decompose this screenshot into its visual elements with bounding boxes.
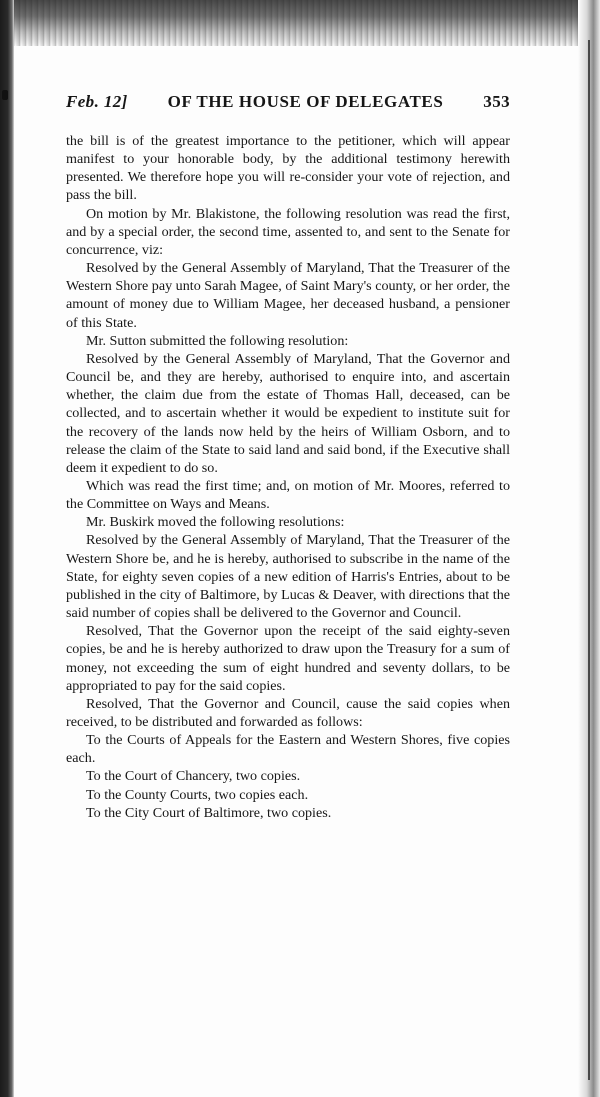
paragraph-sutton-submitted: Mr. Sutton submitted the following resolution: xyxy=(86,332,349,349)
paragraph-hall-resolution: Resolved by the General Assembly of Maryland, That the Governor and Council be, and they are hereby, authorised to enquire into, and ascertain whether, the claim due from the estate of Thomas Hall, deceased, can be collected, and to ascertain whether it would be expedient to institute suit for the recovery of the lands now held by the heirs of William Osborn, and to release the claim of the State to said land and said bond, if the Executive shall deem it expedient to do so. xyxy=(66,350,510,476)
paragraph-distribution-resolution: Resolved, That the Governor and Council, cause the said copies when received, to be distributed and forwarded as follows: xyxy=(66,695,510,730)
list-item-court-of-chancery: To the Court of Chancery, two copies. xyxy=(86,768,301,785)
paragraph-petition-continuation: the bill is of the greatest importance to the petitioner, which will appear manifest to your honorable body, by the additional testimony herewith presented. We therefore hope you will re-consider your vote of rejection, and pass the bill. xyxy=(66,133,510,204)
page-number: 353 xyxy=(483,92,510,111)
paragraph-governor-draw-resolution: Resolved, That the Governor upon the receipt of the said eighty-seven copies, be and he is hereby authorized to draw upon the Treasury for a sum of money, not exceeding the sum of eight hundred and seventy dollars, to be appropriated to pay for the said copies. xyxy=(66,623,510,694)
list-item-city-court-baltimore: To the City Court of Baltimore, two copies. xyxy=(86,804,332,821)
running-head-date: Feb. 12] xyxy=(66,92,128,111)
margin-mark xyxy=(2,90,8,100)
list-item-county-courts: To the County Courts, two copies each. xyxy=(86,786,309,803)
paragraph-magee-resolution: Resolved by the General Assembly of Maryland, That the Treasurer of the Western Shore pay unto Sarah Magee, of Saint Mary's county, or her order, the amount of money due to William Magee, her deceased husband, a pensioner of this State. xyxy=(66,260,510,331)
book-page xyxy=(66,92,510,822)
paragraph-referred-committee: Which was read the first time; and, on motion of Mr. Moores, referred to the Committee on Ways and Means. xyxy=(66,477,510,513)
paragraph-blakistone-motion: On motion by Mr. Blakistone, the following resolution was read the first, and by a special order, the second time, assented to, and sent to the Senate for concurrence, viz: xyxy=(66,205,510,258)
list-item-courts-of-appeals: To the Courts of Appeals for the Eastern and Western Shores, five copies each. xyxy=(66,732,510,767)
paragraph-buskirk-moved: Mr. Buskirk moved the following resolutions: xyxy=(86,514,345,531)
scan-top-edge xyxy=(0,0,600,46)
page-body xyxy=(66,132,510,822)
running-head xyxy=(66,92,510,132)
binding-gutter xyxy=(0,0,14,1097)
page-edge-line xyxy=(588,40,590,1080)
paragraph-harris-entries-resolution: Resolved by the General Assembly of Maryland, That the Treasurer of the Western Shore be, and he is hereby, authorised to subscribe in the name of the State, for eighty seven copies of a new edition of Harris's Entries, about to be published in the city of Baltimore, by Lucas & Deaver, with directions that the said number of copies shall be delivered to the Governor and Council. xyxy=(66,532,510,622)
running-head-title: OF THE HOUSE OF DELEGATES xyxy=(167,92,444,111)
